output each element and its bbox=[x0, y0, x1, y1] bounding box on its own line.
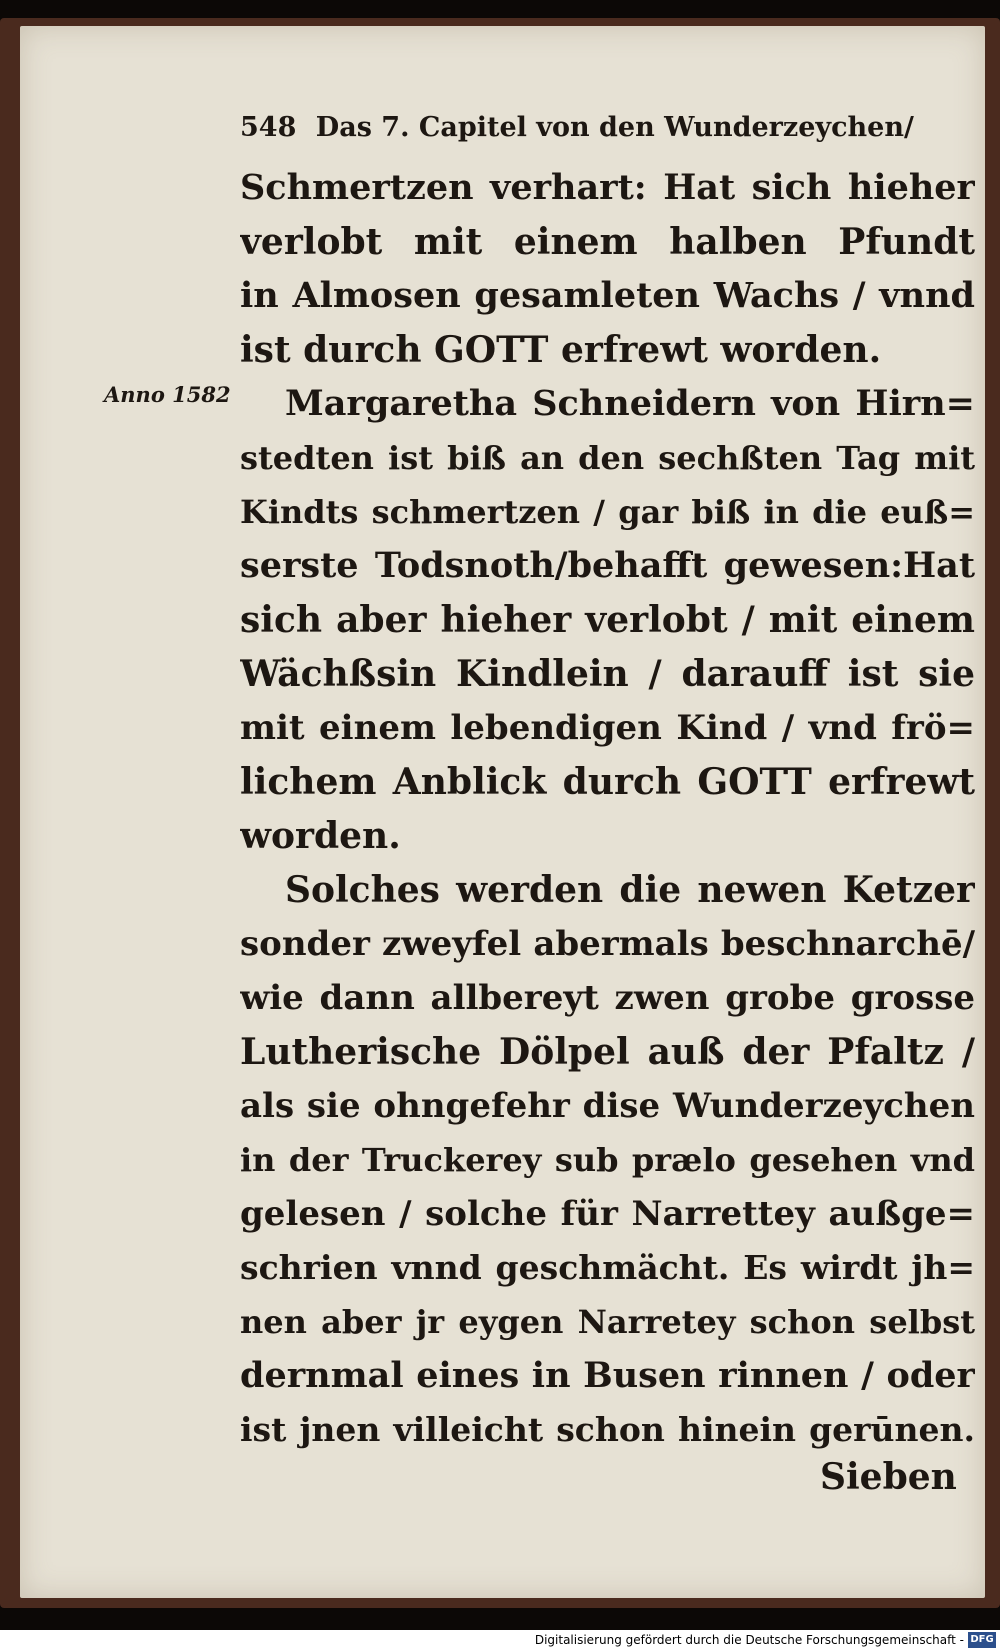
text-line: stedten ist biß an den sechßten Tag mit bbox=[240, 439, 975, 477]
text-line: Wächßsin Kindlein / darauff ist sie bbox=[240, 653, 975, 695]
text-line: als sie ohngefehr dise Wunderzeychen bbox=[240, 1086, 975, 1126]
text-line: ist durch GOTT erfrewt worden. bbox=[240, 329, 882, 371]
text-line: wie dann allbereyt zwen grobe grosse bbox=[240, 978, 975, 1018]
text-line: serste Todsnoth/behafft gewesen:Hat bbox=[240, 545, 975, 586]
text-line: nen aber jr eygen Narretey schon selbst bbox=[240, 1303, 975, 1341]
catchword: Sieben bbox=[820, 1456, 957, 1498]
text-line: sich aber hieher verlobt / mit einem bbox=[240, 599, 975, 641]
text-line: lichem Anblick durch GOTT erfrewt bbox=[240, 761, 975, 803]
margin-note-year: Anno 1582 bbox=[104, 382, 231, 407]
text-line: dernmal eines in Busen rinnen / oder bbox=[240, 1355, 975, 1396]
text-line: Lutherische Dölpel auß der Pfaltz / bbox=[240, 1031, 975, 1073]
text-line: mit einem lebendigen Kind / vnd frö= bbox=[240, 708, 975, 748]
text-line: Schmertzen verhart: Hat sich hieher bbox=[240, 167, 975, 208]
funding-notice: Digitalisierung gefördert durch die Deutsche Forschungsgemeinschaft - bbox=[534, 1633, 964, 1647]
text-line: gelesen / solche für Narrettey außge= bbox=[240, 1194, 975, 1234]
text-line: sonder zweyfel abermals beschnarchē/ bbox=[240, 924, 975, 964]
dfg-logo-icon[interactable]: DFG bbox=[968, 1632, 996, 1648]
text-line: Margaretha Schneidern von Hirn= bbox=[285, 383, 975, 424]
page-number: 548 bbox=[240, 112, 297, 143]
text-line: ist jnen villeicht schon hinein gerūnen. bbox=[240, 1410, 975, 1449]
running-title: Das 7. Capitel von den Wunderzeychen/ bbox=[315, 112, 914, 143]
text-line: in der Truckerey sub prælo gesehen vnd bbox=[240, 1141, 975, 1179]
text-line: Solches werden die newen Ketzer bbox=[285, 869, 975, 911]
page-header bbox=[240, 112, 940, 143]
text-line: schrien vnnd geschmächt. Es wirdt jh= bbox=[240, 1248, 975, 1287]
text-line: in Almosen gesamleten Wachs / vnnd bbox=[240, 275, 975, 316]
text-line: verlobt mit einem halben Pfundt bbox=[240, 221, 975, 263]
text-line: worden. bbox=[240, 815, 401, 857]
text-line: Kindts schmertzen / gar biß in die euß= bbox=[240, 493, 975, 531]
